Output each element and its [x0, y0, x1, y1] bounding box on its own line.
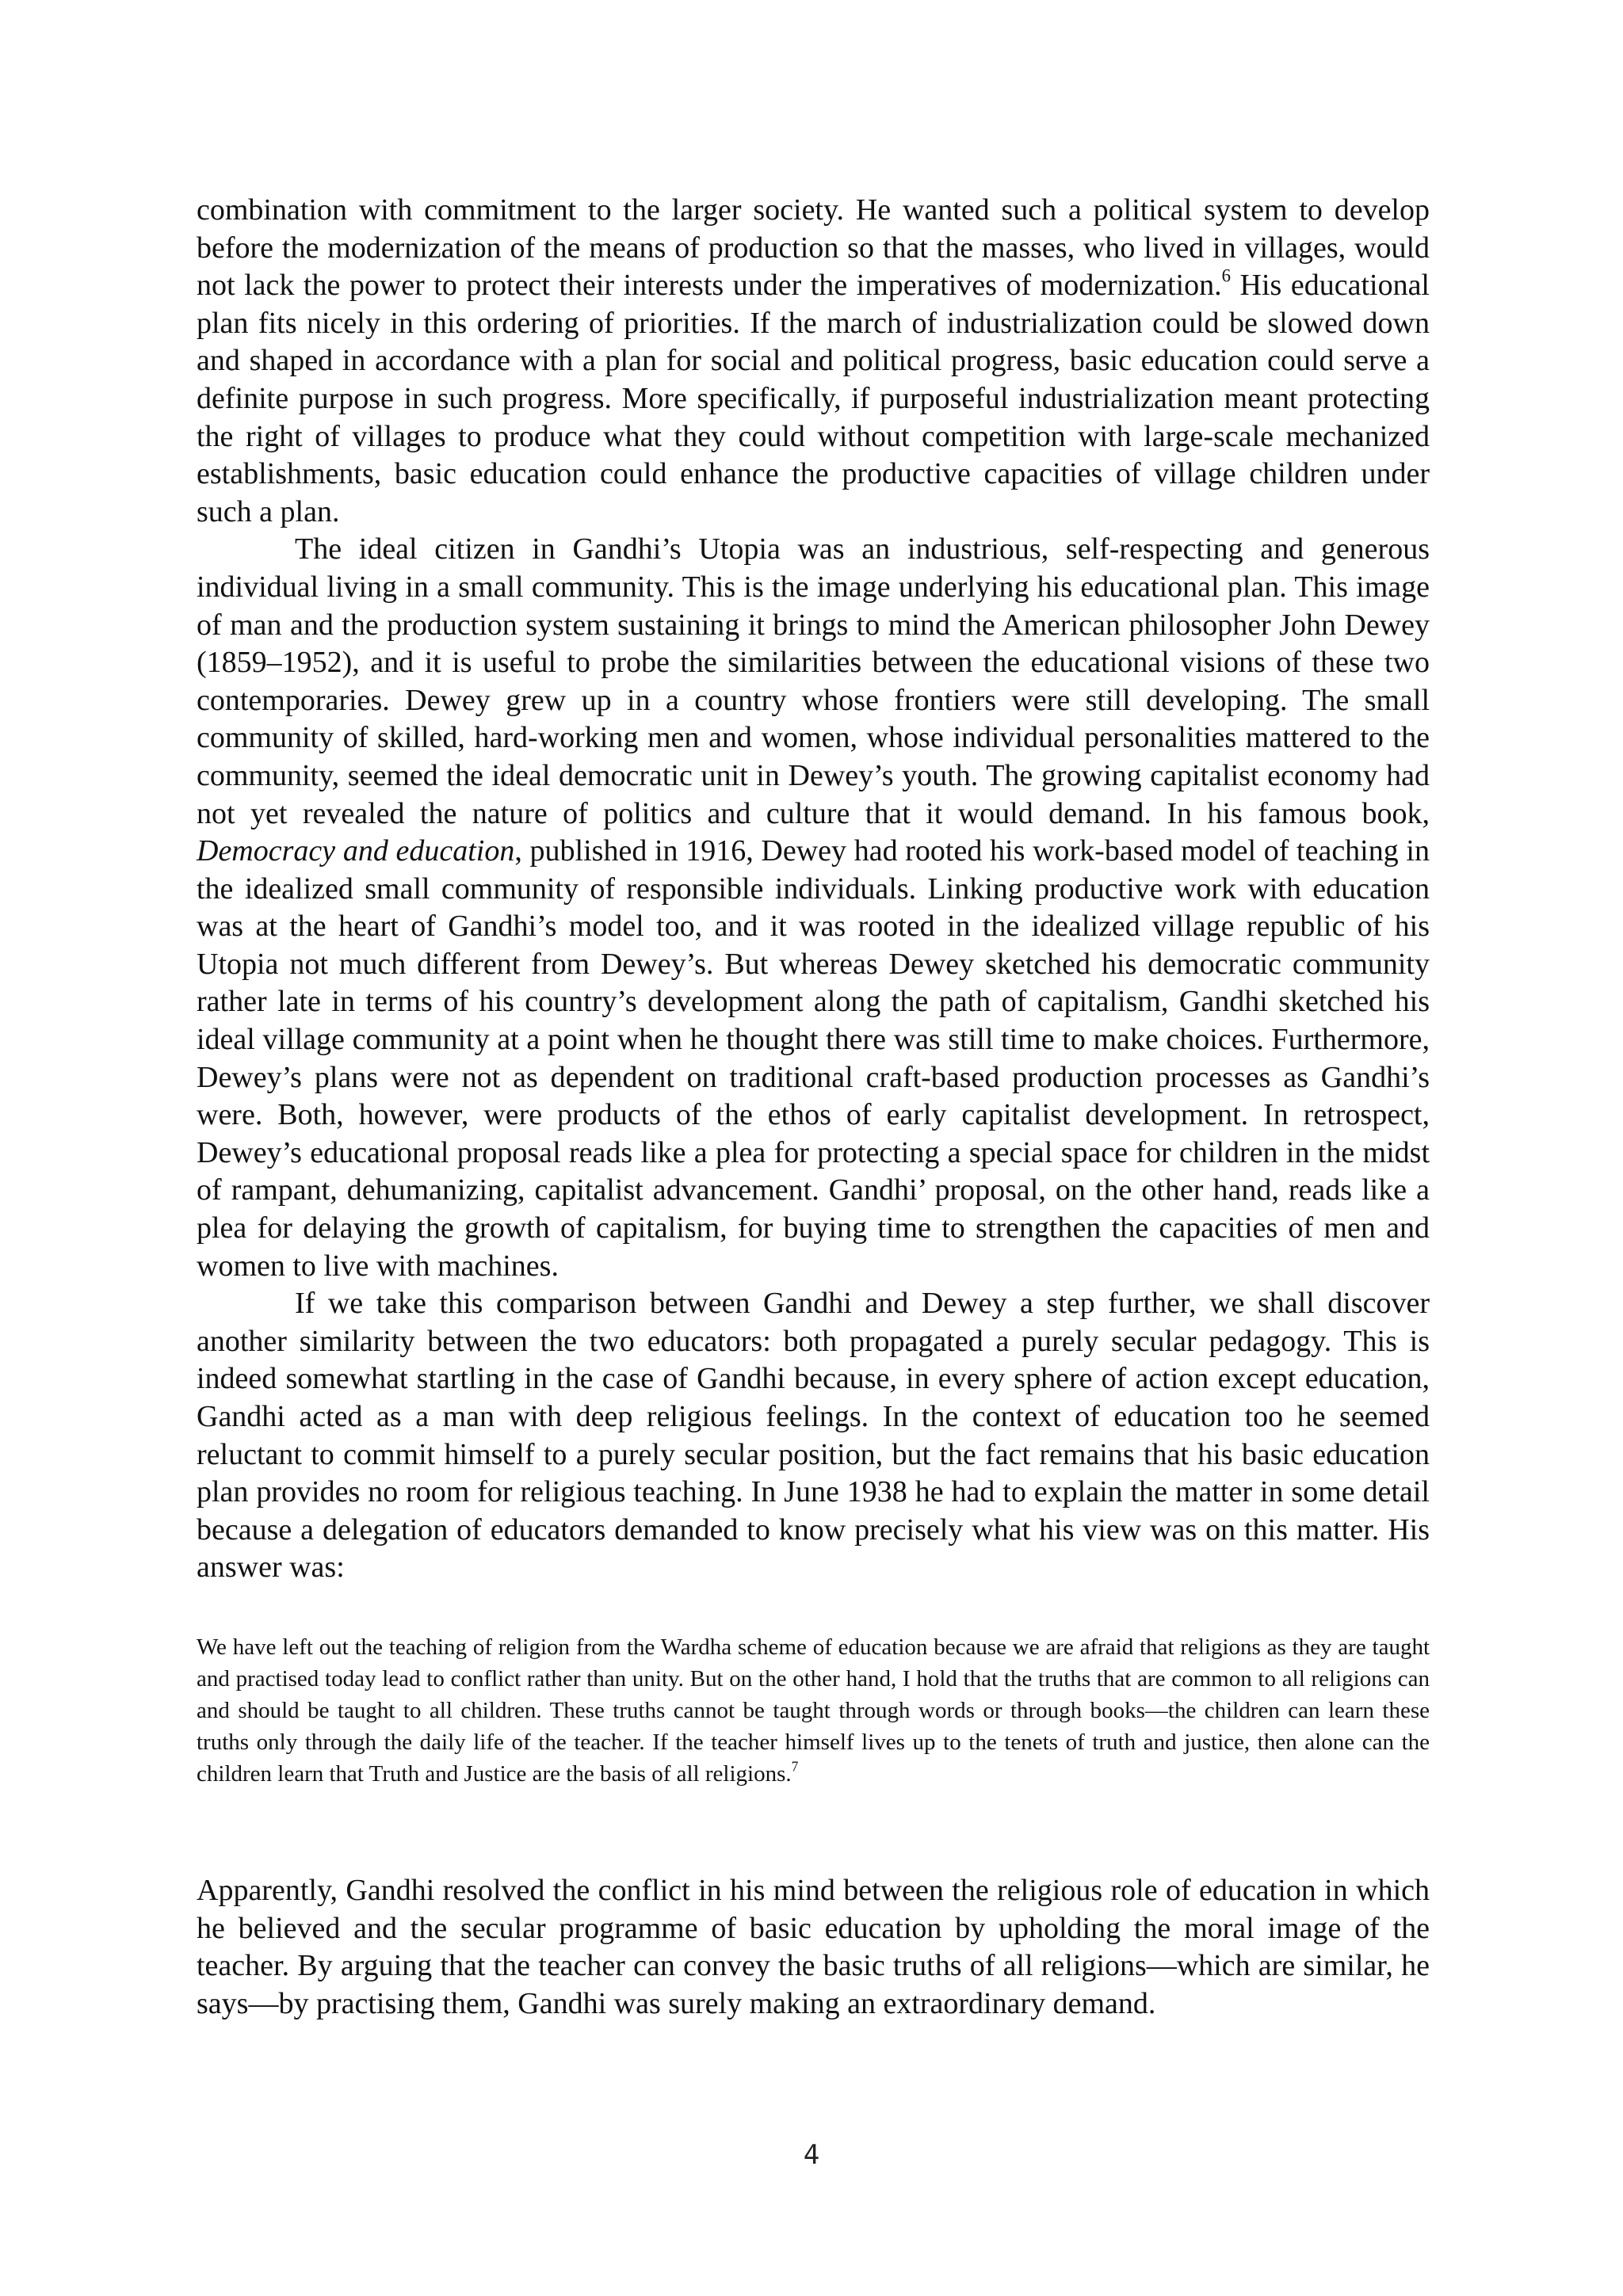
paragraph-2-text-b: , published in 1916, Dewey had rooted his work-based model of teaching in the idealized small community of responsible individuals. Linking productive work with education was at the heart of Gandhi’s model too, and it was rooted in the idealized village republic of his Utopia not much different from Dewey’s. But whereas Dewey sketched his democratic community rather late in terms of his country’s development along the path of capitalism, Gandhi sketched his ideal village community at a point when he thought there was still time to make choices. Furthermore, Dewey’s plans were not as dependent on traditional craft-based production processes as Gandhi’s were. Both, however, were products of the ethos of early capitalist development. In retrospect, Dewey’s educational proposal reads like a plea for protecting a special space for children in the midst of rampant, dehumanizing, capitalist advancement. Gandhi’ proposal, on the other hand, reads like a plea for delaying the growth of capitalism, for buying time to strengthen the capacities of men and women to live with machines. [197, 834, 1430, 1283]
page-number: 4 [803, 2139, 820, 2171]
paragraph-2-text-a: The ideal citizen in Gandhi’s Utopia was an industrious, self-respecting and generous individual living in a small community. This is the image underlying his educational plan. This image of man and the production system sustaining it brings to mind the American philosopher John Dewey (1859–1952), and it is useful to probe the similarities between the educational visions of these two contemporaries. Dewey grew up in a country whose frontiers were still developing. The small community of skilled, hard-working men and women, whose individual personalities mattered to the community, seemed the ideal democratic unit in Dewey’s youth. The growing capitalist economy had not yet revealed the nature of politics and culture that it would demand. In his famous book, [197, 532, 1430, 830]
paragraph-4-text: Apparently, Gandhi resolved the conflict in his mind between the religious role of education in which he believed and the secular programme of basic education by upholding the moral image of the teacher. By arguing that the teacher can convey the basic truths of all religions—which are similar, he says—by practising them, Gandhi was surely making an extraordinary demand. [197, 1873, 1430, 2020]
block-quote-text: We have left out the teaching of religion from the Wardha scheme of education because we are afraid that religions as they are taught and practised today lead to conflict rather than unity. But on the other hand, I hold that the truths that are common to all religions can and should be taught to all children. These truths cannot be taught through words or through books—the children can learn these truths only through the daily life of the teacher. If the teacher himself lives up to the tenets of truth and justice, then alone can the children learn that Truth and Justice are the basis of all religions. [197, 1634, 1430, 1787]
footnote-ref-6[interactable]: 6 [1221, 265, 1232, 286]
paragraph-3 [197, 1285, 1430, 1587]
paragraph-2 [197, 531, 1430, 1285]
page-body [197, 192, 1430, 2023]
paragraph-4 [197, 1872, 1430, 2023]
paragraph-3-text: If we take this comparison between Gandhi and Dewey a step further, we shall discover another similarity between the two educators: both propagated a purely secular pedagogy. This is indeed somewhat startling in the case of Gandhi because, in every sphere of action except education, Gandhi acted as a man with deep religious feelings. In the context of education too he seemed reluctant to commit himself to a purely secular position, but the fact remains that his basic education plan provides no room for religious teaching. In June 1938 he had to explain the matter in some detail because a delegation of educators demanded to know precisely what his view was on this matter. His answer was: [197, 1287, 1430, 1585]
paragraph-1-text-b: His educational plan fits nicely in this ordering of priorities. If the march of industrialization could be slowed down and shaped in accordance with a plan for social and political progress, basic education could serve a definite purpose in such progress. More specifically, if purposeful industrialization meant protecting the right of villages to produce what they could without competition with large-scale mechanized establishments, basic education could enhance the productive capacities of village children under such a plan. [197, 269, 1430, 528]
book-title: Democracy and education [197, 834, 515, 868]
block-quote [197, 1631, 1430, 1790]
paragraph-1 [197, 192, 1430, 531]
paragraph-1-text-a: combination with commitment to the larger society. He wanted such a political system to develop before the modernization of the means of production so that the masses, who lived in villages, would not lack the power to protect their interests under the imperatives of modernization. [197, 193, 1430, 303]
footnote-ref-7[interactable]: 7 [791, 1758, 799, 1775]
